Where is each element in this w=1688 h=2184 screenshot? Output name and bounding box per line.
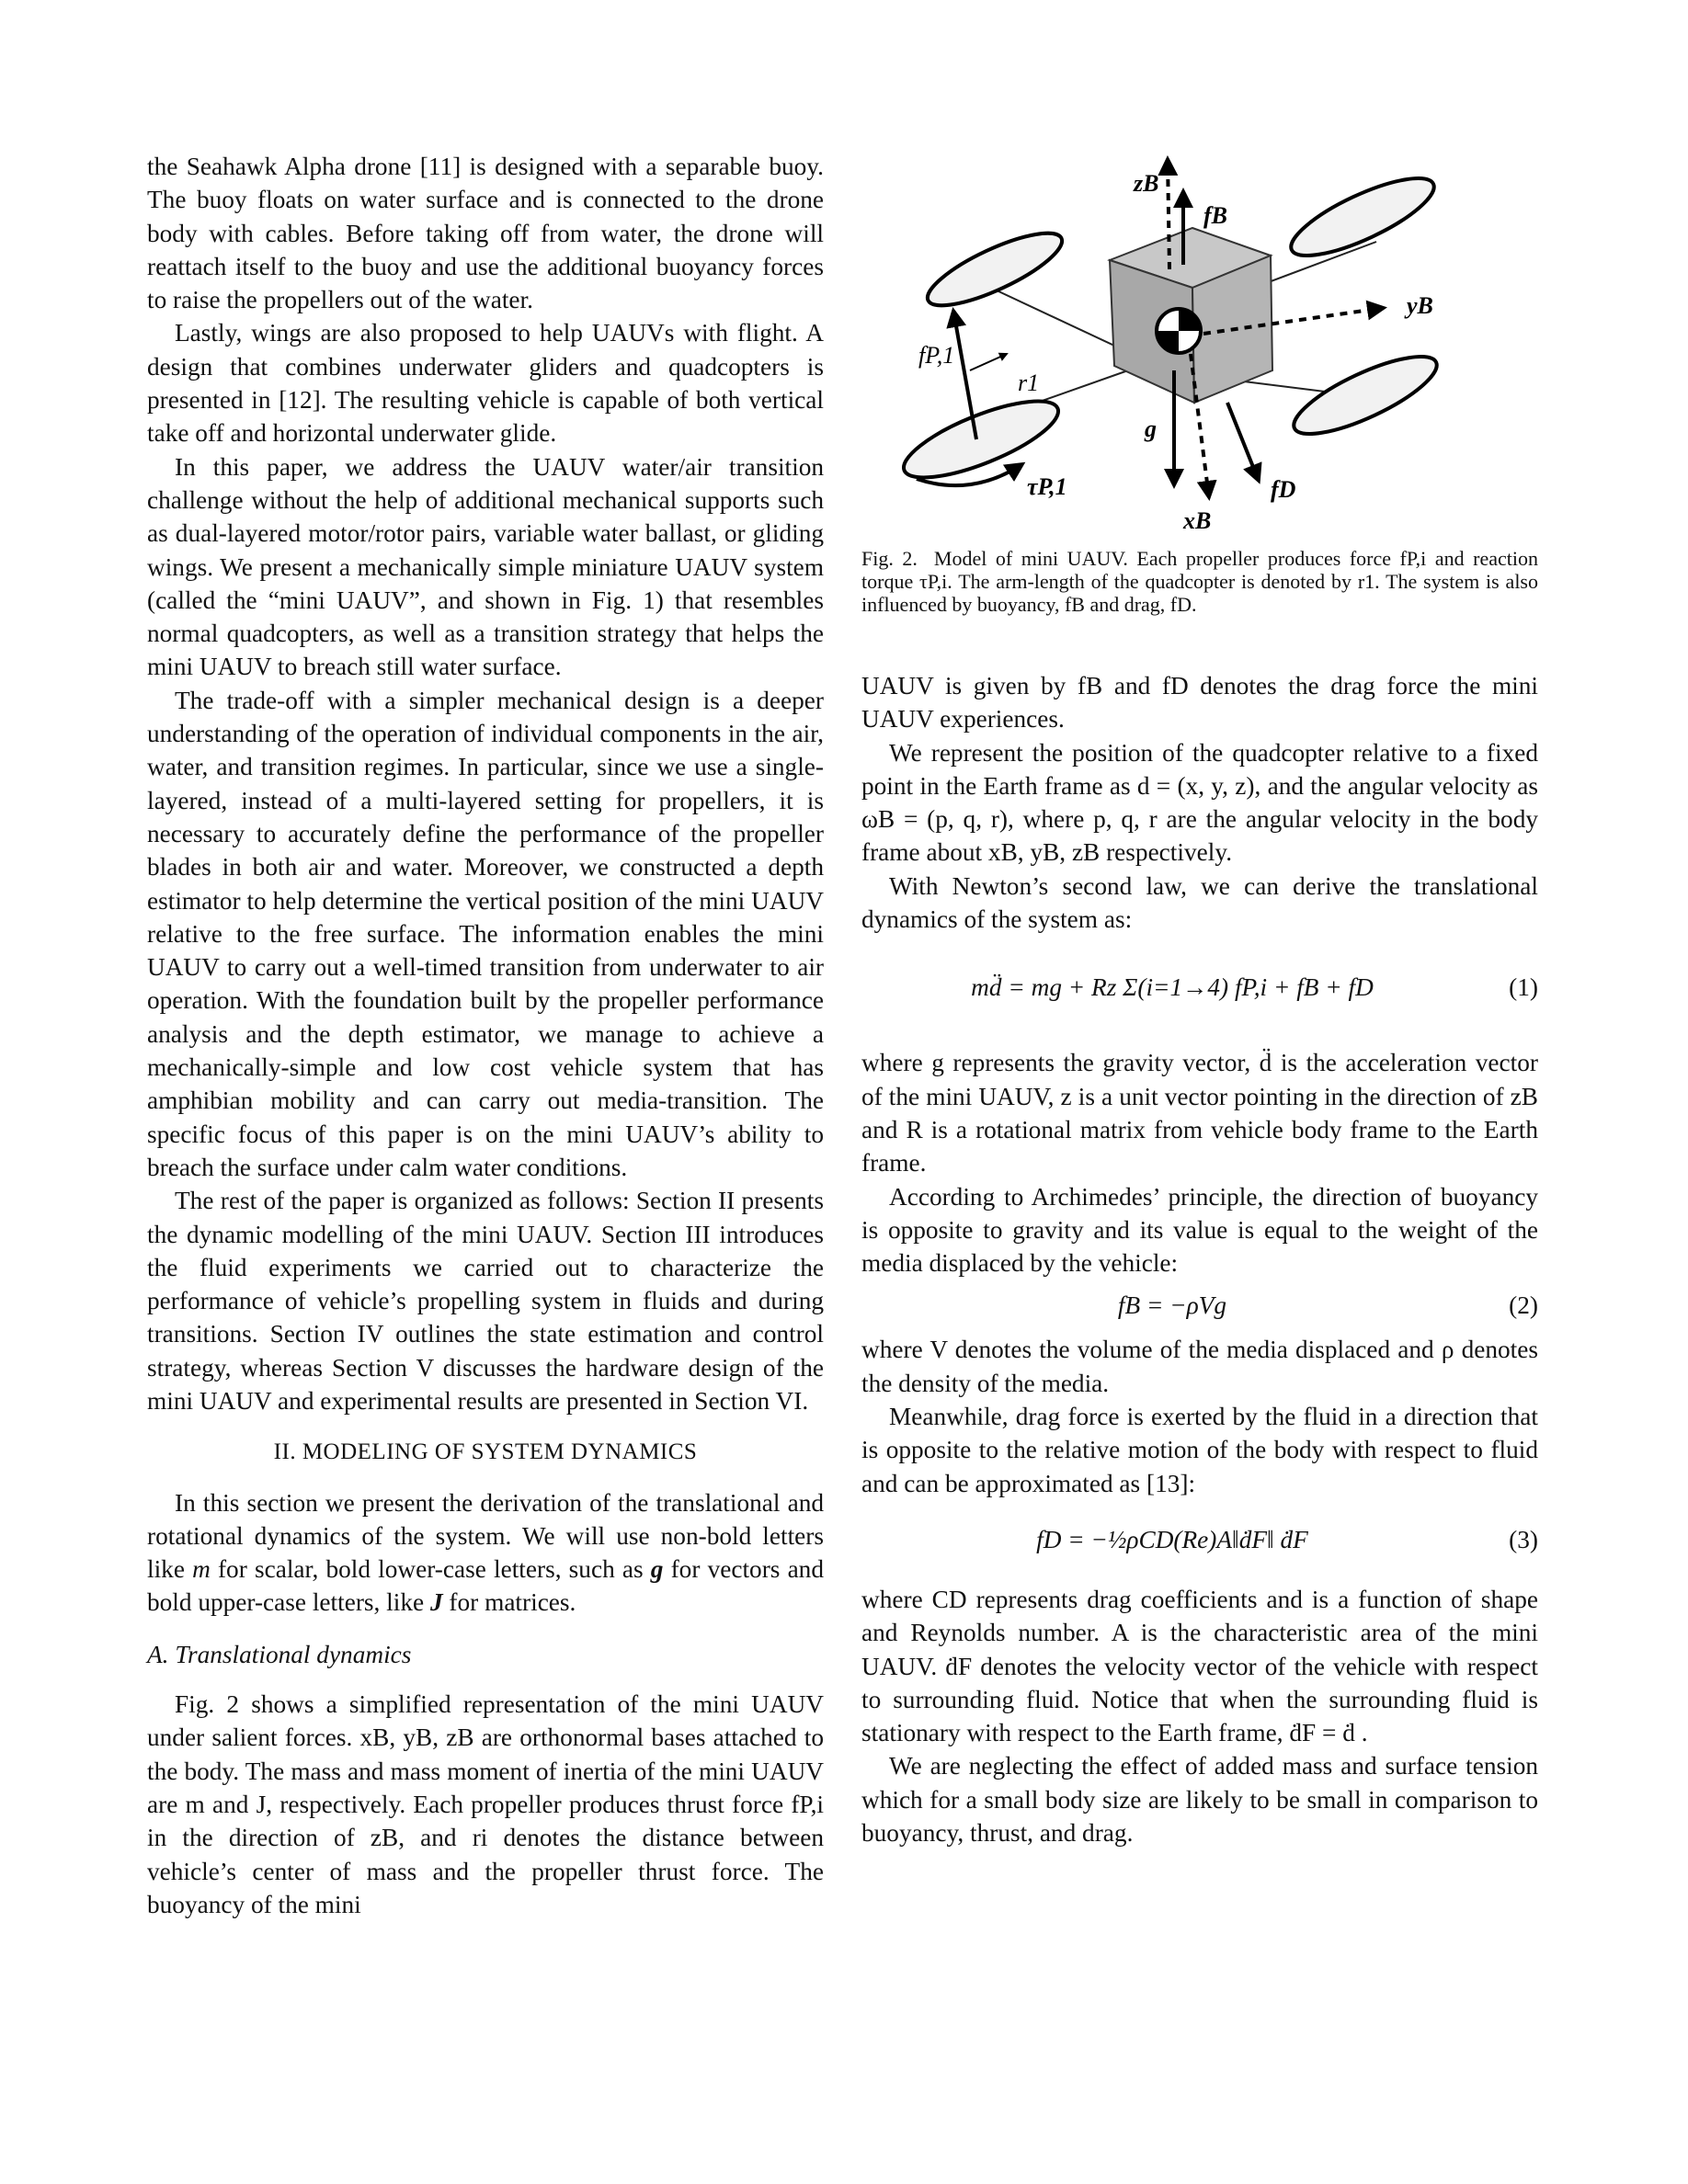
label-yB: yB (1407, 292, 1433, 319)
figure-caption (861, 547, 1538, 616)
paragraph-gravity-vector: where g represents the gravity vector, d̈ is the acceleration vector of the mini UAUV, z is a unit vector pointing in the direction of zB and R is a rotational matrix from vehicle body frame to the Earth frame. (861, 1049, 1538, 1177)
subsection-heading: A. Translational dynamics (147, 1640, 412, 1668)
intro-text-c: for vectors and bold upper-case letters, like (147, 1555, 824, 1617)
intro-symbol-g: g (650, 1555, 664, 1584)
paragraph-section-intro (147, 1486, 824, 1620)
intro-symbol-J: J (429, 1588, 443, 1617)
paragraph-volume: where V denotes the volume of the media displaced and ρ denotes the density of the media. (861, 1336, 1538, 1397)
center-of-mass-icon (1157, 309, 1201, 353)
paragraph-archimedes: According to Archimedes’ principle, the direction of buoyancy is opposite to gravity and its value is equal to the weight of the media displaced by the vehicle: (861, 1182, 1538, 1278)
intro-symbol-m: m (192, 1555, 211, 1584)
paragraph-this-paper: In this paper, we address the UAUV water/air transition challenge without the help of additional mechanical supports such as dual-layered motor/rotor pairs, variable water ballast, or gliding wings. We present a mechanically simple miniature UAUV system (called the “mini UAUV”, and shown in Fig. 1) that resembles normal quadcopters, as well as a transition strategy that helps the mini UAUV to breach still water surface. (147, 452, 824, 681)
label-fB: fB (1203, 202, 1227, 229)
intro-text-a: In this section we present the derivation of the translational and rotational dynamics of the system. We will use non-bold letters like (147, 1488, 824, 1584)
equation-1-formula: md̈ = mg + Rz Σ(i=1→4) fP,i + fB + fD (971, 973, 1374, 1002)
paragraph-position: We represent the position of the quadcopter relative to a fixed point in the Earth frame as d = (x, y, z), and the angular velocity as ωB = (p, q, r), where p, q, r are the angular velocity in the body frame about xB, yB, zB respectively. (861, 738, 1538, 867)
figure-mini-uauv (861, 150, 1538, 538)
paragraph-drag-coefficients: where CD represents drag coefficients and is a function of shape and Reynolds number. A is the characteristic area of the mini UAUV. ḋF denotes the velocity vector of the vehicle with respect to surrounding fluid. Notice that when the surrounding fluid is stationary with respect to the Earth frame, ḋF = ḋ . (861, 1585, 1538, 1747)
right-column (861, 150, 1538, 1849)
equation-3-formula: fD = −½ρCD(Re)A‖ḋF‖ ḋF (1036, 1525, 1308, 1553)
equation-2-number: (2) (1509, 1291, 1538, 1320)
paragraph-organization: The rest of the paper is organized as follows: Section II presents the dynamic modelling of the mini UAUV. Section III introduces the fluid experiments we carried out to characterize the performance of vehicle’s propelling system in fluids and during transitions. Section IV outlines the state estimation and control strategy, whereas Section V discusses the hardware design of the mini UAUV and experimental results are presented in Section VI. (147, 1187, 824, 1415)
paragraph-drag-force: Meanwhile, drag force is exerted by the fluid in a direction that is opposite to the relative motion of the body with respect to fluid and can be approximated as [13]: (861, 1403, 1538, 1497)
label-fD: fD (1271, 476, 1296, 503)
equation-2-formula: fB = −ρVg (1117, 1291, 1227, 1320)
label-zB: zB (1134, 170, 1159, 197)
propeller-back-right (1283, 164, 1443, 269)
label-xB: xB (1183, 507, 1212, 534)
paragraph-fig2-description: Fig. 2 shows a simplified representation of the mini UAUV under salient forces. xB, yB, zB are orthonormal bases attached to the body. The mass and mass moment of inertia of the mini UAUV are m and J, respectively. Each propeller produces thrust force fP,i in the direction of zB, and ri denotes the distance between vehicle’s center of mass and the propeller thrust force. The buoyancy of the mini (147, 1690, 824, 1918)
paragraph-newton: With Newton’s second law, we can derive the translational dynamics of the system as: (861, 871, 1538, 934)
intro-text-d: for matrices. (442, 1588, 576, 1617)
uauv-model-diagram (861, 150, 1538, 538)
label-tauP1: τP,1 (1027, 473, 1067, 500)
caption-label: Fig. 2. (861, 547, 918, 570)
equation-1 (861, 936, 1538, 1046)
equation-3-number: (3) (1509, 1525, 1538, 1553)
equation-2 (861, 1280, 1538, 1333)
label-r1: r1 (1018, 370, 1040, 396)
propeller-front-right (1285, 342, 1445, 448)
propeller-back-left (919, 220, 1070, 318)
left-column (147, 150, 824, 1921)
paragraph-buoyancy-drag: UAUV is given by fB and fD denotes the drag force the mini UAUV experiences. (861, 672, 1538, 734)
paragraph-trade-off: The trade-off with a simpler mechanical design is a deeper understanding of the operation of individual components in the air, water, and transition regimes. In particular, since we use a single-layered, instead of a multi-layered setting for propellers, it is necessary to accurately define the performance of the propeller blades in both air and water. Moreover, we constructed a depth estimator to help determine the vertical position of the mini UAUV relative to the free surface. The information enables the mini UAUV to carry out a well-timed transition from underwater to air operation. With the foundation built by the propeller performance analysis and the depth estimator, we manage to achieve a mechanically-simple and low cost vehicle system that has amphibian mobility and can carry out media-transition. The specific focus of this paper is on the mini UAUV’s ability to breach the surface under calm water conditions. (147, 686, 824, 1181)
equation-3 (861, 1500, 1538, 1583)
section-heading: II. MODELING OF SYSTEM DYNAMICS (273, 1439, 698, 1465)
paragraph-wings: Lastly, wings are also proposed to help UAUVs with flight. A design that combines underwater gliders and quadcopters is presented in [12]. The resulting vehicle is capable of both vertical take off and horizontal underwater glide. (147, 319, 824, 448)
intro-text-b: for scalar, bold lower-case letters, such as (210, 1555, 651, 1584)
label-g: g (1145, 415, 1157, 442)
paragraph-neglecting: We are neglecting the effect of added mass and surface tension which for a small body size are likely to be small in comparison to buoyancy, thrust, and drag. (861, 1752, 1538, 1848)
equation-1-number: (1) (1509, 973, 1538, 1002)
paragraph-seahawk: the Seahawk Alpha drone [11] is designed with a separable buoy. The buoy floats on water surface and is connected to the drone body with cables. Before taking off from water, the drone will reattach itself to the buoy and use the additional buoyancy forces to raise the propellers out of the water. (147, 153, 824, 314)
label-fP1: fP,1 (918, 342, 955, 369)
caption-text: Model of mini UAUV. Each propeller produces force fP,i and reaction torque τP,i. The arm-length of the quadcopter is denoted by r1. The system is also influenced by buoyancy, fB and drag, fD. (861, 547, 1538, 616)
